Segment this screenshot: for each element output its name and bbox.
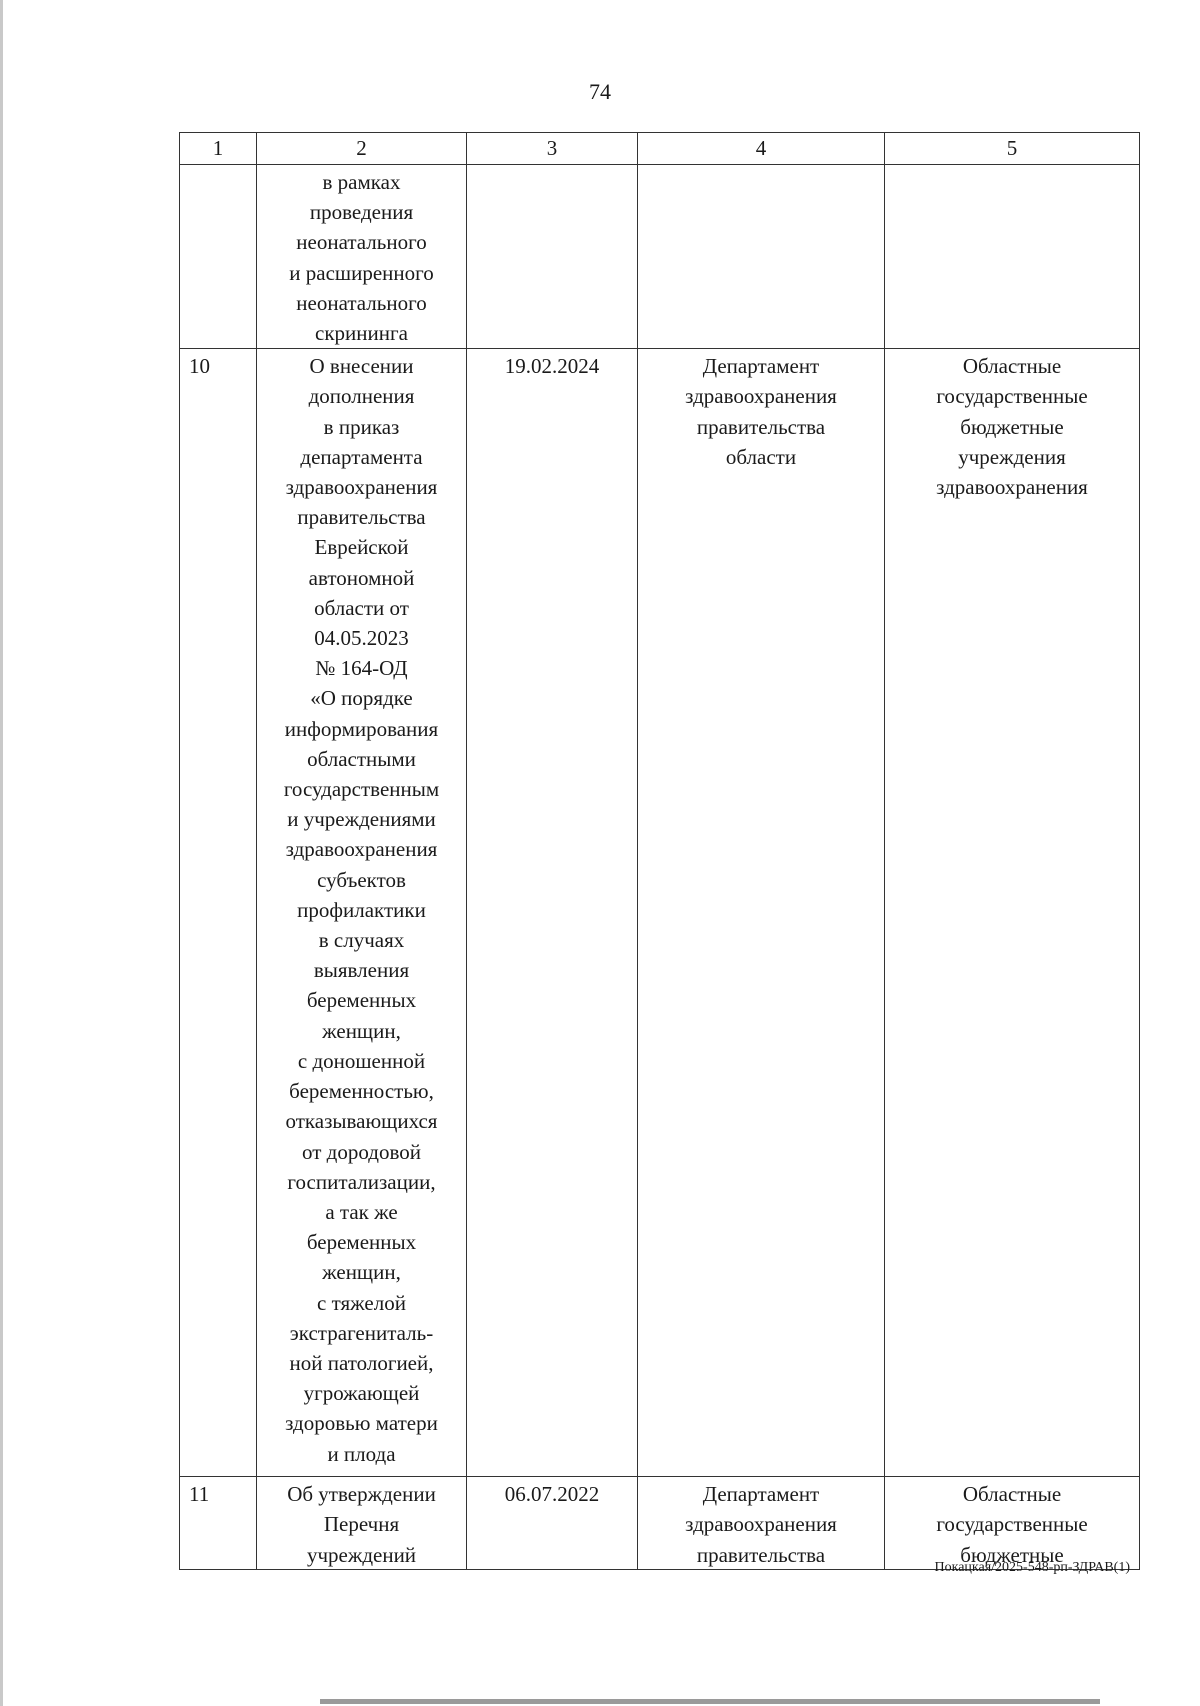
scan-edge-bar — [320, 1699, 1100, 1704]
addressee — [885, 165, 1139, 167]
document-date-cell — [467, 165, 638, 349]
document-table — [179, 132, 1140, 1570]
column-header-2: 2 — [257, 133, 467, 165]
document-date — [467, 165, 637, 167]
row-number-cell — [180, 349, 257, 1477]
document-date: 19.02.2024 — [504, 354, 600, 379]
table-row — [180, 165, 1140, 349]
table-header-row — [180, 133, 1140, 165]
page-edge — [0, 0, 3, 1706]
document-title-cell — [257, 165, 467, 349]
addressee: Областные государственные бюджетные — [936, 1482, 1088, 1567]
addressee-cell — [885, 165, 1140, 349]
column-header-1: 1 — [180, 133, 257, 165]
document-title-cell — [257, 349, 467, 1477]
table-row — [180, 1477, 1140, 1570]
addressee-cell — [885, 1477, 1140, 1570]
page-number: 74 — [589, 79, 611, 104]
document-code: Покацкая/2025-548-рп-ЗДРАВ(1) — [934, 1560, 1130, 1575]
addressee-cell — [885, 349, 1140, 1477]
issuer — [638, 165, 884, 167]
addressee: Областные государственные бюджетные учреждения здравоохранения — [936, 354, 1088, 500]
issuer: Департамент здравоохранения правительства области — [685, 354, 837, 469]
document-date-cell — [467, 1477, 638, 1570]
document-title: в рамках проведения неонатального и расширенного неонатального скрининга — [289, 170, 434, 346]
issuer-cell — [638, 349, 885, 1477]
table-row — [180, 349, 1140, 1477]
column-header-5: 5 — [885, 133, 1140, 165]
row-number — [180, 165, 256, 167]
row-number-cell — [180, 1477, 257, 1570]
column-header-4: 4 — [638, 133, 885, 165]
issuer: Департамент здравоохранения правительства — [685, 1482, 837, 1567]
column-header-3: 3 — [467, 133, 638, 165]
row-number: 10 — [189, 354, 210, 379]
row-number-cell — [180, 165, 257, 349]
document-title: О внесении дополнения в приказ департамента здравоохранения правительства Еврейской автономной области от 04.05.2023 № 164-ОД «О порядке информирования областными государственным и учреждениями здравоохранения субъектов профилактики в случаях выявления беременных женщин, с доношенной беременностью, отказывающихся от дородовой госпитализации, а так же беременных женщин, с тяжелой экстрагениталь- ной патологией, угрожающей здоровью матери и плода — [283, 354, 440, 1466]
issuer-cell — [638, 165, 885, 349]
document-title: Об утверждении Перечня учреждений — [287, 1482, 436, 1567]
row-number: 11 — [189, 1482, 210, 1507]
document-title-cell — [257, 1477, 467, 1570]
issuer-cell — [638, 1477, 885, 1570]
document-date: 06.07.2022 — [504, 1482, 600, 1507]
document-date-cell — [467, 349, 638, 1477]
